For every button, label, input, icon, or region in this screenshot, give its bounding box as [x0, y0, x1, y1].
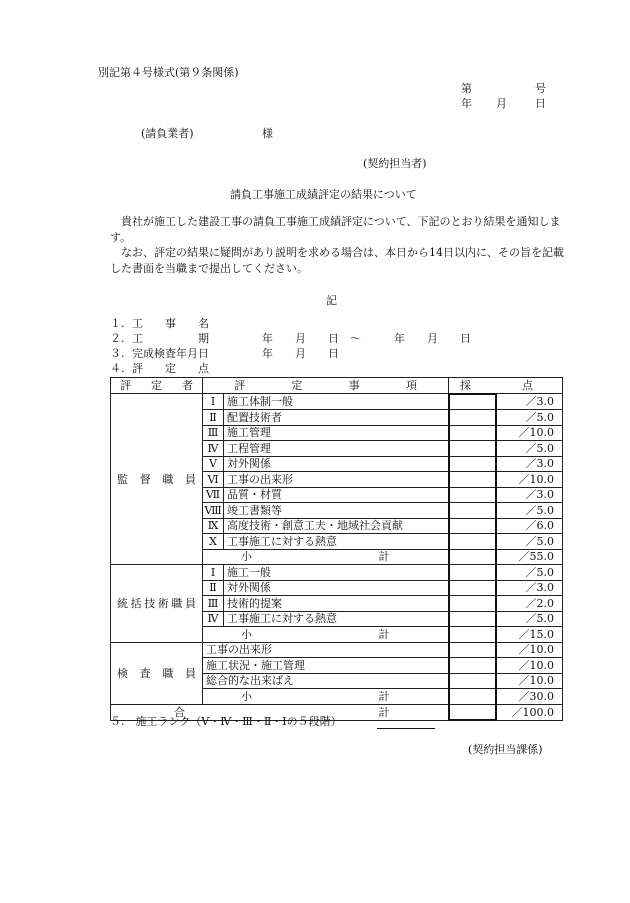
- evaluator-name-char: 査: [139, 666, 151, 680]
- item-max-score: ／10.0: [496, 642, 563, 658]
- item-max-score: ／5.0: [496, 611, 563, 627]
- score-input-cell[interactable]: [449, 518, 496, 534]
- header-char: 定: [291, 379, 303, 392]
- table-row: [111, 394, 563, 410]
- score-input-cell[interactable]: [449, 456, 496, 472]
- item-label: 施工状況・施工管理: [203, 658, 449, 674]
- total-max-score: ／100.0: [496, 704, 563, 720]
- subtotal-char: 計: [378, 689, 390, 703]
- score-input-cell[interactable]: [449, 394, 496, 410]
- subtotal-max-score: ／55.0: [496, 549, 563, 565]
- item-max-score: ／5.0: [496, 565, 563, 581]
- subtotal-label: [203, 627, 449, 643]
- total-score-cell[interactable]: [449, 704, 496, 720]
- subtotal-char: 小: [241, 689, 252, 703]
- score-input-cell[interactable]: [449, 472, 496, 488]
- item-max-score: ／5.0: [496, 503, 563, 519]
- subtotal-score-cell[interactable]: [449, 627, 496, 643]
- subtotal-char: 計: [378, 550, 390, 564]
- item-max-score: ／3.0: [496, 580, 563, 596]
- item-roman: Ⅴ: [203, 456, 224, 472]
- item-3-num: ３.: [110, 347, 125, 360]
- evaluator-group-name: [111, 565, 203, 643]
- score-input-cell[interactable]: [449, 534, 496, 550]
- header-char: 項: [405, 379, 417, 392]
- item-label: 工程管理: [224, 441, 449, 457]
- item-label: 総合的な出来ばえ: [203, 673, 449, 689]
- header-char: 点: [522, 378, 533, 392]
- item-roman: Ⅰ: [203, 394, 224, 410]
- date-tsuki: 月: [496, 97, 507, 110]
- item-label: 工事の出来形: [203, 642, 449, 658]
- header-char: 者: [182, 379, 193, 392]
- item-2-period: 年 月 日 ～ 年 月 日: [262, 332, 471, 345]
- total-char: 計: [378, 705, 390, 719]
- date-nen: 年: [461, 97, 472, 110]
- score-input-cell[interactable]: [449, 596, 496, 612]
- item-roman: Ⅱ: [203, 580, 224, 596]
- item-roman: Ⅲ: [203, 425, 224, 441]
- subtotal-char: 小: [241, 627, 252, 641]
- evaluator-name-char: 括: [130, 596, 142, 610]
- ki-heading: 記: [326, 294, 337, 307]
- item-max-score: ／10.0: [496, 658, 563, 674]
- score-input-cell[interactable]: [449, 410, 496, 426]
- number-go: 号: [535, 82, 546, 95]
- subtotal-score-cell[interactable]: [449, 689, 496, 705]
- subtotal-label: [203, 689, 449, 705]
- rank-blank: [377, 717, 435, 729]
- body-paragraph-2: なお、評定の結果に疑問があり説明を求める場合は、本日から14日以内に、その旨を記載した書面を当職まで提出してください。: [110, 246, 564, 275]
- header-char: 評: [120, 379, 131, 392]
- score-input-cell[interactable]: [449, 642, 496, 658]
- item-roman: Ⅹ: [203, 534, 224, 550]
- header-score: [449, 378, 563, 394]
- number-dai: 第: [461, 82, 472, 95]
- footer-section: (契約担当課係): [468, 743, 543, 756]
- form-id: 別記第４号様式(第９条関係): [98, 66, 239, 79]
- item-max-score: ／5.0: [496, 410, 563, 426]
- item-label: 配置技術者: [224, 410, 449, 426]
- item-max-score: ／5.0: [496, 534, 563, 550]
- item-label: 技術的提案: [224, 596, 449, 612]
- item-4-num: ４.: [110, 362, 125, 375]
- subtotal-label: [203, 549, 449, 565]
- item-label: 施工体制一般: [224, 394, 449, 410]
- item-roman: Ⅱ: [203, 410, 224, 426]
- item-roman: Ⅶ: [203, 487, 224, 503]
- item-roman: Ⅸ: [203, 518, 224, 534]
- item-roman: Ⅲ: [203, 596, 224, 612]
- evaluator-name-char: 員: [184, 596, 196, 610]
- item-label: 竣工書類等: [224, 503, 449, 519]
- evaluator-name-char: 員: [184, 666, 196, 680]
- table-row: [111, 642, 563, 658]
- item-3-date: 年 月 日: [262, 347, 339, 360]
- evaluation-table: [110, 377, 563, 721]
- item-roman: Ⅵ: [203, 472, 224, 488]
- score-input-cell[interactable]: [449, 565, 496, 581]
- item-label: 品質・材質: [224, 487, 449, 503]
- item-label: 施工管理: [224, 425, 449, 441]
- subtotal-score-cell[interactable]: [449, 549, 496, 565]
- item-max-score: ／2.0: [496, 596, 563, 612]
- score-input-cell[interactable]: [449, 503, 496, 519]
- evaluator-name-char: 技: [144, 596, 156, 610]
- item-max-score: ／10.0: [496, 472, 563, 488]
- item-3-label: 完成検査年月日: [132, 347, 209, 360]
- score-input-cell[interactable]: [449, 425, 496, 441]
- item-2-label: 工 期: [132, 332, 209, 345]
- item-roman: Ⅷ: [204, 503, 222, 517]
- evaluator-name-char: 術: [157, 596, 169, 610]
- item-label: 工事施工に対する熱意: [224, 611, 449, 627]
- item-roman: Ⅳ: [203, 441, 224, 457]
- subtotal-char: 小: [241, 550, 252, 564]
- evaluator-name-char: 検: [117, 666, 128, 680]
- subtotal-char: 計: [378, 627, 390, 641]
- item-5-text: ５. 施工ランク（Ⅴ・Ⅳ・Ⅲ・Ⅱ・Ⅰの５段階）: [110, 715, 342, 728]
- header-items: [203, 378, 449, 394]
- score-input-cell[interactable]: [449, 673, 496, 689]
- score-input-cell[interactable]: [449, 658, 496, 674]
- subtotal-max-score: ／30.0: [496, 689, 563, 705]
- item-label: 工事施工に対する熱意: [224, 534, 449, 550]
- evaluator-name-char: 督: [139, 472, 151, 486]
- sama: 様: [262, 127, 273, 140]
- item-max-score: ／10.0: [496, 425, 563, 441]
- item-5: [110, 713, 435, 729]
- evaluator-name-char: 職: [162, 666, 174, 680]
- date-hi: 日: [535, 97, 546, 110]
- table-header-row: [111, 378, 563, 394]
- evaluator-name-char: 監: [117, 472, 128, 486]
- score-input-cell[interactable]: [449, 580, 496, 596]
- score-input-cell[interactable]: [449, 611, 496, 627]
- header-evaluator: [111, 378, 203, 394]
- evaluator-name-char: 職: [162, 472, 174, 486]
- contractor: (請負業者): [141, 127, 194, 140]
- item-label: 対外関係: [224, 580, 449, 596]
- item-label: 工事の出来形: [224, 472, 449, 488]
- evaluator-name-char: 員: [184, 472, 196, 486]
- body-paragraph-1: 貴社が施工した建設工事の請負工事施工成績評定について、下記のとおり結果を通知します。: [110, 215, 561, 244]
- item-max-score: ／6.0: [496, 518, 563, 534]
- total-char: 合: [174, 705, 185, 719]
- item-label: 施工一般: [224, 565, 449, 581]
- table-row: [111, 565, 563, 581]
- item-label: 高度技術・創意工夫・地域社会貢献: [224, 518, 449, 534]
- item-1-num: １.: [110, 317, 125, 330]
- item-4-label: 評 定 点: [132, 362, 209, 375]
- header-char: 定: [151, 379, 162, 392]
- score-input-cell[interactable]: [449, 441, 496, 457]
- item-max-score: ／3.0: [496, 394, 563, 410]
- evaluator-name-char: 職: [171, 596, 183, 610]
- item-2-num: ２.: [110, 332, 125, 345]
- header-char: 採: [460, 378, 471, 392]
- header-char: 評: [234, 379, 245, 392]
- header-char: 事: [348, 379, 360, 392]
- subtotal-max-score: ／15.0: [496, 627, 563, 643]
- score-input-cell[interactable]: [449, 487, 496, 503]
- item-roman: Ⅳ: [203, 611, 224, 627]
- evaluator-group-name: [111, 394, 203, 565]
- item-max-score: ／5.0: [496, 441, 563, 457]
- item-max-score: ／3.0: [496, 487, 563, 503]
- sender: (契約担当者): [363, 157, 427, 170]
- item-max-score: ／3.0: [496, 456, 563, 472]
- item-label: 対外関係: [224, 456, 449, 472]
- item-max-score: ／10.0: [496, 673, 563, 689]
- evaluator-group-name: [111, 642, 203, 704]
- document-title: 請負工事施工成績評定の結果について: [230, 188, 417, 201]
- item-1-label: 工 事 名: [132, 317, 209, 330]
- evaluator-name-char: 統: [117, 596, 128, 610]
- item-roman: Ⅰ: [203, 565, 224, 581]
